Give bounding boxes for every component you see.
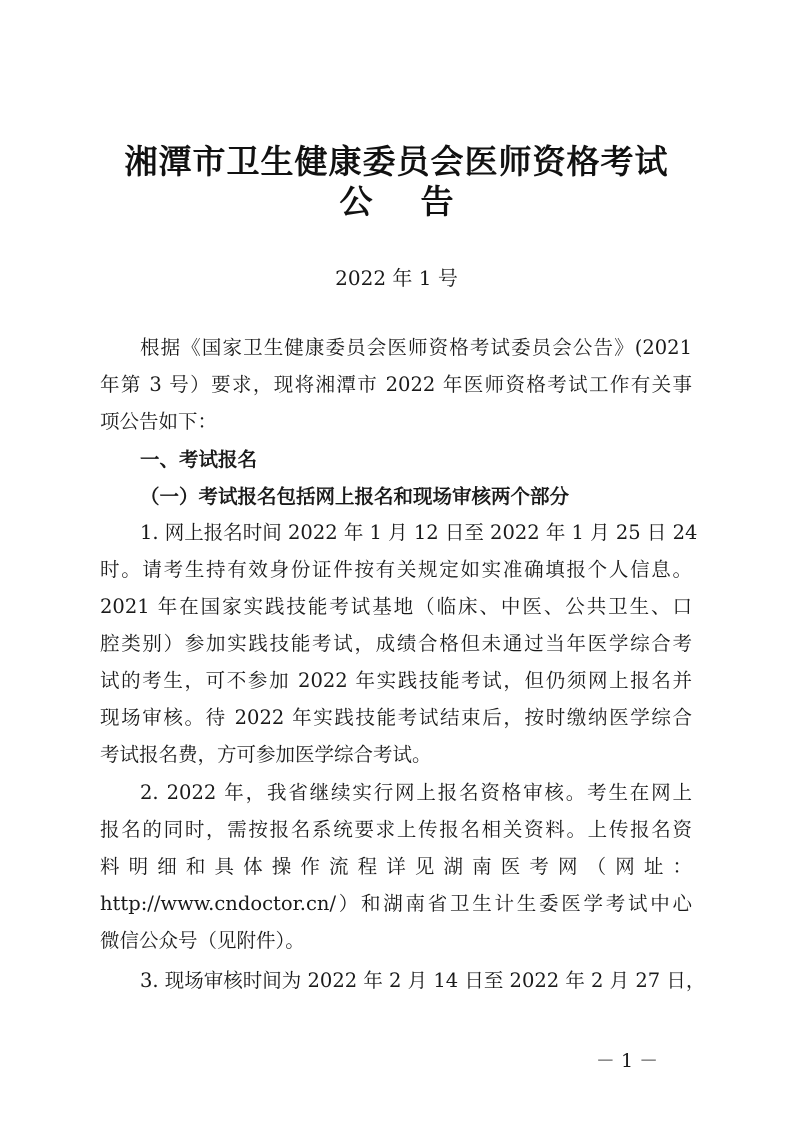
item2-line-2: 报名的同时，需按报名系统要求上传报名相关资料。上传报名资 (100, 818, 692, 841)
item1-line-3: 2021 年在国家实践技能考试基地（临床、中医、公共卫生、口 (100, 595, 692, 618)
page-number: － 1 － (595, 1050, 659, 1072)
item2-line-1: 2. 2022 年，我省继续实行网上报名资格审核。考生在网上 (140, 781, 692, 804)
intro-line-1: 根据《国家卫生健康委员会医师资格考试委员会公告》(2021 (140, 336, 692, 359)
document-subtitle: 公告 (339, 182, 502, 221)
item1-line-5: 试的考生，可不参加 2022 年实践技能考试，但仍须网上报名并 (100, 669, 692, 692)
item1-line-2: 时。请考生持有效身份证件按有关规定如实准确填报个人信息。 (100, 558, 692, 581)
item1-line-6: 现场审核。待 2022 年实践技能考试结束后，按时缴纳医学综合 (100, 706, 692, 729)
subsection-heading-1: （一）考试报名包括网上报名和现场审核两个部分 (140, 485, 570, 508)
item2-line-4: http://www.cndoctor.cn/）和湖南省卫生计生委医学考试中心 (100, 892, 692, 915)
section-heading-1: 一、考试报名 (140, 448, 258, 471)
item1-line-4: 腔类别）参加实践技能考试，成绩合格但未通过当年医学综合考 (100, 632, 692, 655)
item1-line-7: 考试报名费，方可参加医学综合考试。 (100, 743, 432, 766)
item3-line-1: 3. 现场审核时间为 2022 年 2 月 14 日至 2022 年 2 月 27 日， (140, 969, 706, 992)
intro-line-3: 项公告如下： (100, 410, 218, 433)
item2-line-3: 料明细和具体操作流程详见湖南医考网（网址： (100, 855, 692, 878)
intro-line-2: 年第 3 号）要求，现将湘潭市 2022 年医师资格考试工作有关事 (100, 373, 692, 396)
item2-line-5: 微信公众号（见附件）。 (100, 929, 305, 952)
item1-line-1: 1. 网上报名时间 2022 年 1 月 12 日至 2022 年 1 月 25 日 24 (140, 521, 698, 544)
document-number: 2022 年 1 号 (335, 266, 458, 290)
document-title: 湘潭市卫生健康委员会医师资格考试 (124, 142, 669, 181)
